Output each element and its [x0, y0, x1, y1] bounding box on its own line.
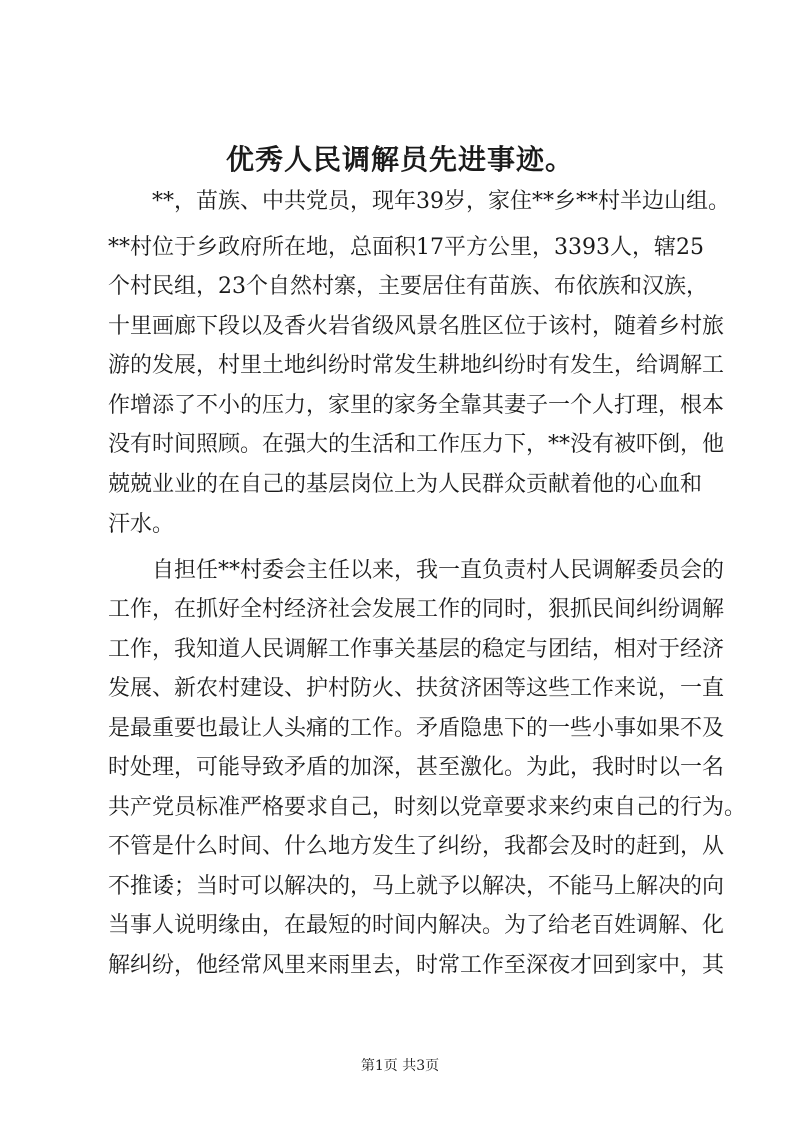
document-title: 优秀人民调解员先进事迹。 — [225, 143, 574, 176]
paragraph-line: 游的发展，村里土地纠纷时常发生耕地纠纷时有发生，给调解工 — [108, 353, 725, 378]
paragraph-line: 作增添了不小的压力，家里的家务全靠其妻子一个人打理，根本 — [108, 393, 725, 418]
paragraph-line: 十里画廊下段以及香火岩省级风景名胜区位于该村，随着乡村旅 — [108, 314, 725, 339]
paragraph-line: 是最重要也最让人头痛的工作。矛盾隐患下的一些小事如果不及 — [108, 716, 725, 741]
paragraph-line: 没有时间照顾。在强大的生活和工作压力下，**没有被吓倒，他 — [108, 432, 725, 457]
paragraph-line: 自担任**村委会主任以来，我一直负责村人民调解委员会的 — [152, 558, 725, 583]
page-number-footer: 第1页 共3页 — [360, 1058, 440, 1074]
paragraph-line: 共产党员标准严格要求自己，时刻以党章要求来约束自己的行为。 — [108, 795, 747, 820]
paragraph-line: 时处理，可能导致矛盾的加深，甚至激化。为此，我时时以一名 — [108, 755, 725, 780]
paragraph-line: **，苗族、中共党员，现年39岁，家住**乡**村半边山组。 — [152, 189, 730, 214]
paragraph-line: 兢兢业业的在自己的基层岗位上为人民群众贡献着他的心血和 — [108, 472, 703, 497]
paragraph-line: 工作，我知道人民调解工作事关基层的稳定与团结，相对于经济 — [108, 637, 725, 662]
paragraph-line: 解纠纷，他经常风里来雨里去，时常工作至深夜才回到家中，其 — [108, 953, 725, 978]
paragraph-line: 发展、新农村建设、护村防火、扶贫济困等这些工作来说，一直 — [108, 676, 725, 701]
paragraph-line: 当事人说明缘由，在最短的时间内解决。为了给老百姓调解、化 — [108, 913, 725, 938]
paragraph-line: 不管是什么时间、什么地方发生了纠纷，我都会及时的赶到，从 — [108, 834, 725, 859]
paragraph-line: 工作，在抓好全村经济社会发展工作的同时，狠抓民间纠纷调解 — [108, 597, 725, 622]
paragraph-line: 个村民组，23个自然村寨，主要居住有苗族、布依族和汉族， — [108, 274, 708, 299]
paragraph-line: 不推诿；当时可以解决的，马上就予以解决，不能马上解决的向 — [108, 874, 725, 899]
paragraph-line: 汗水。 — [108, 512, 175, 537]
paragraph-line: **村位于乡政府所在地，总面积17平方公里，3393人，辖25 — [108, 235, 704, 260]
